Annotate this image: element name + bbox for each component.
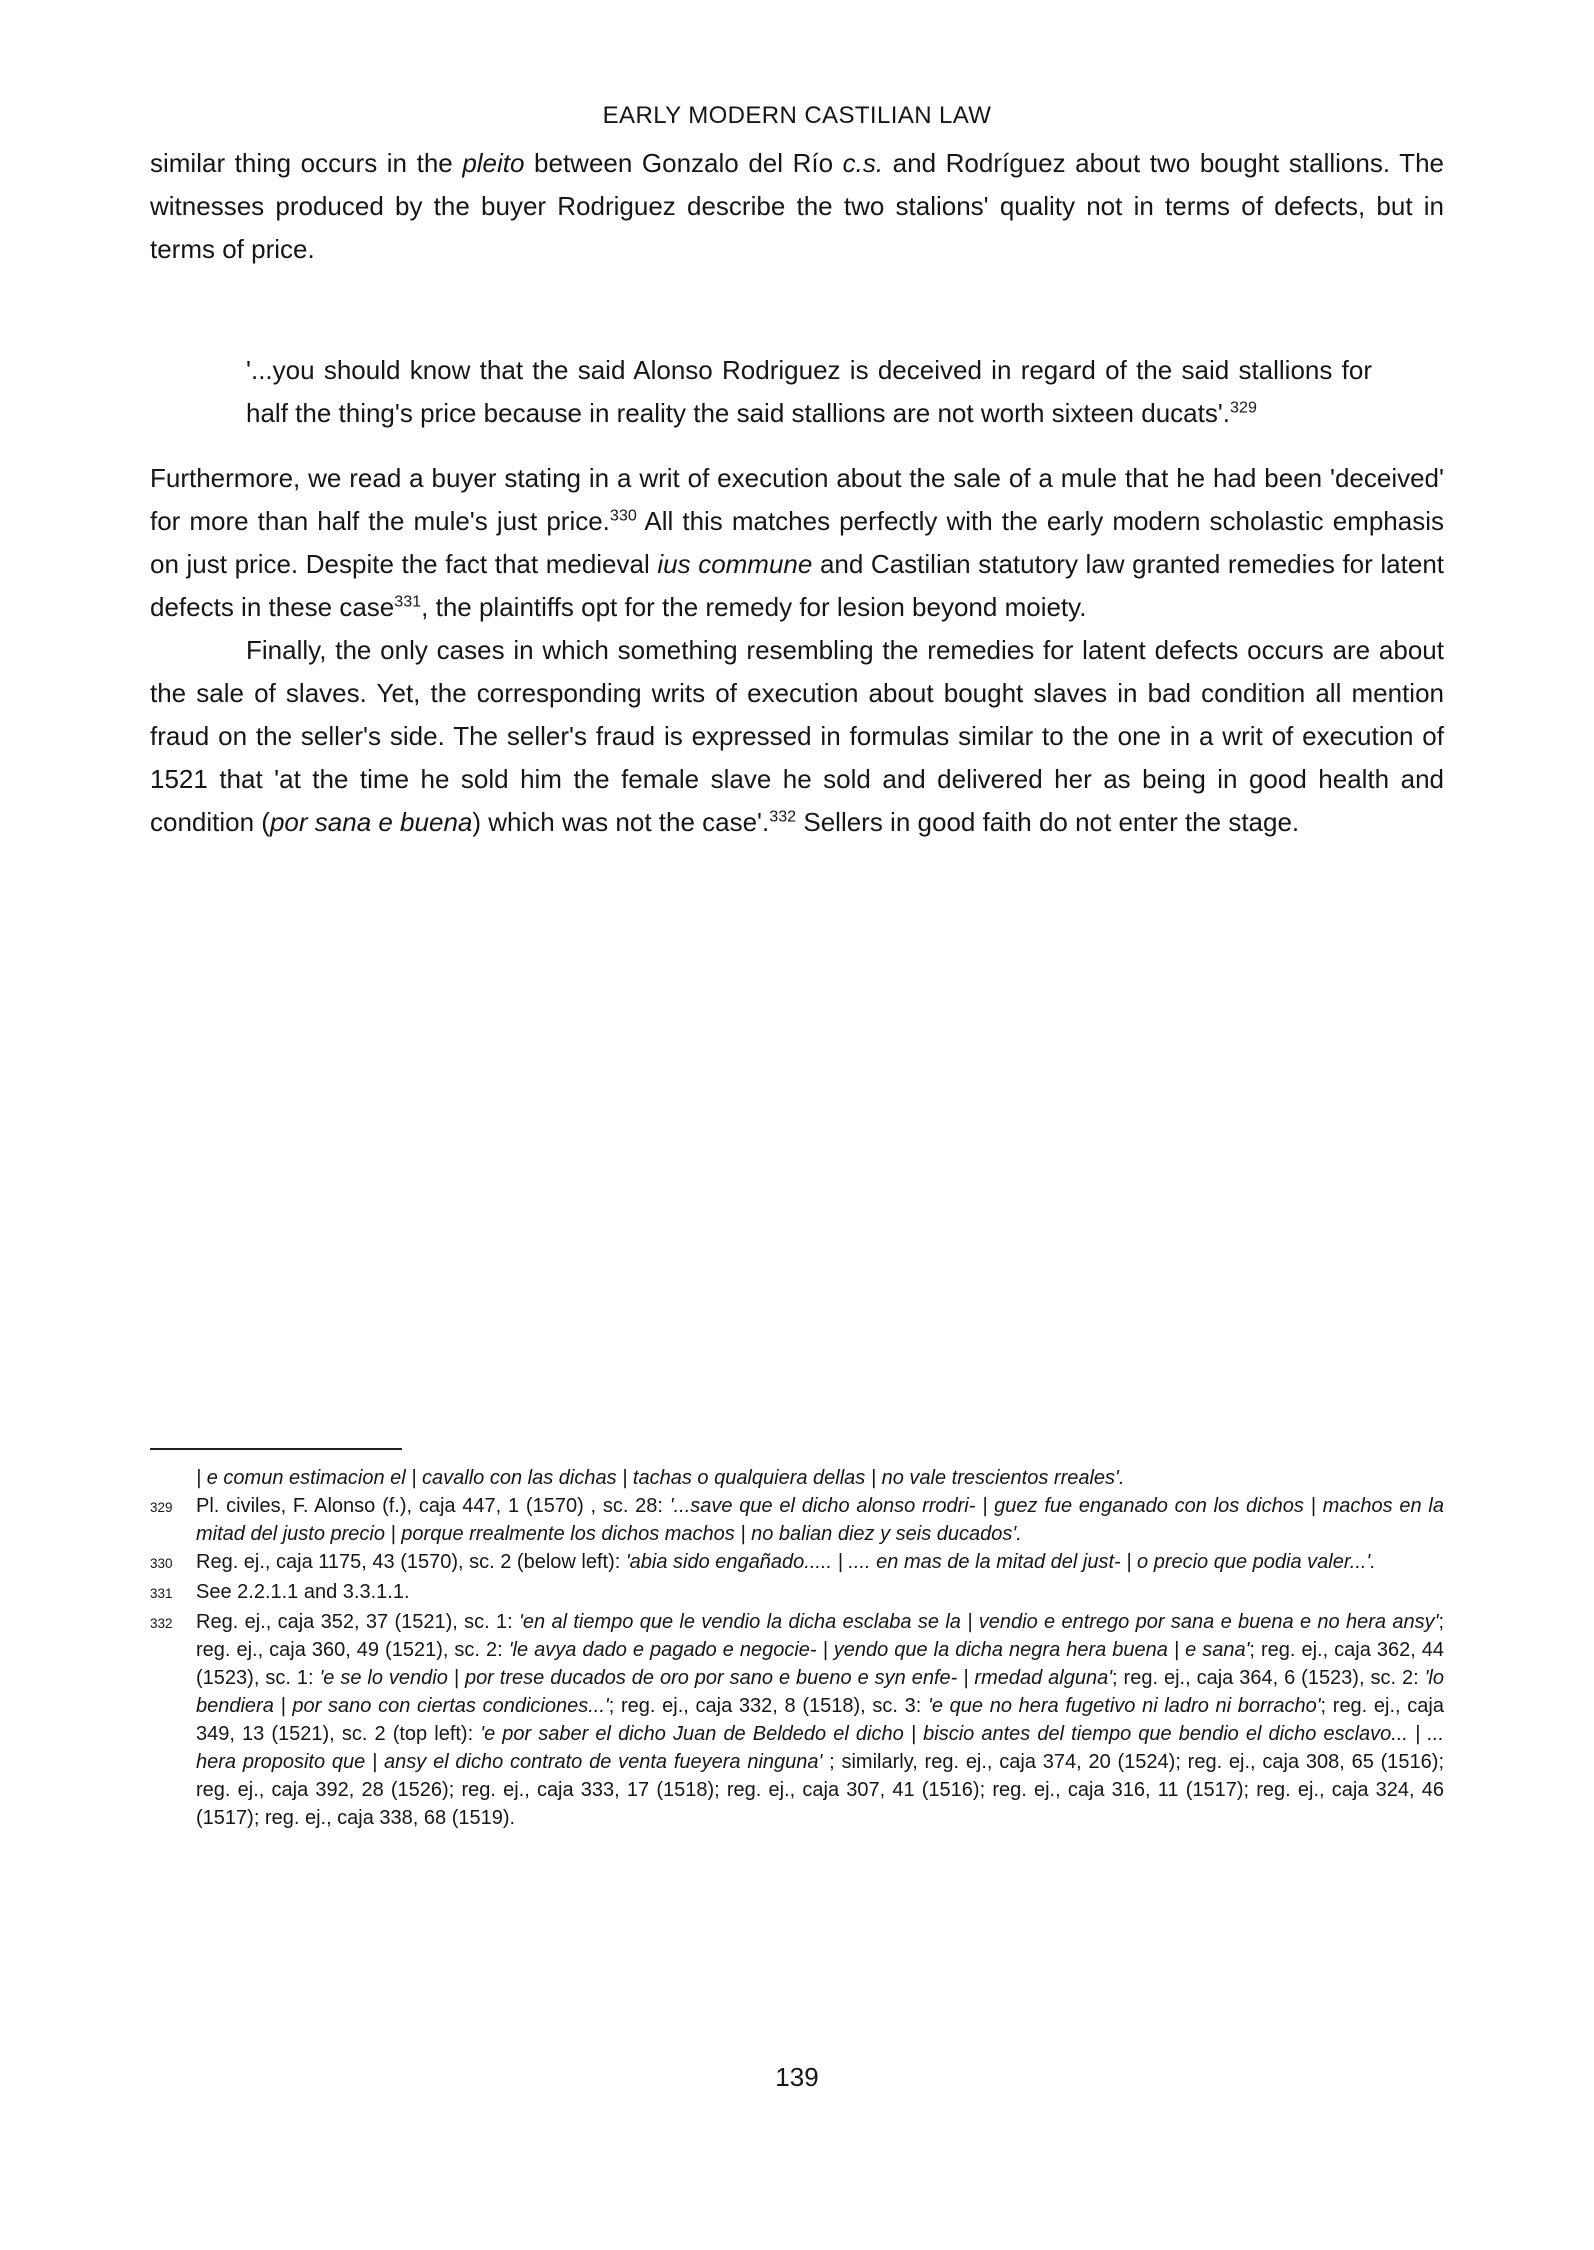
footnote-number: 329 — [150, 1500, 173, 1515]
footnote-number: 332 — [150, 1616, 173, 1631]
footnote-number: 330 — [150, 1556, 173, 1571]
page-number: 139 — [775, 2062, 819, 2092]
page-body — [150, 142, 1444, 844]
paragraph-3: Finally, the only cases in which something resembling the remedies for latent defects occurs are about the sale of slaves. Yet, the corresponding writs of execution about bought slaves in bad condition all mention fraud on the seller's side. The seller's fraud is expressed in formulas similar to the one in a writ of execution of 1521 that 'at the time he sold him the female slave he sold and delivered her as being in good health and condition (por sana e buena) which was not the case'.$^{332}$ Sellers in good faith do not enter the stage. — [150, 635, 1444, 837]
running-header: EARLY MODERN CASTILIAN LAW — [602, 102, 992, 129]
footnote-item — [150, 1578, 1444, 1608]
paragraph-2: Furthermore, we read a buyer stating in a writ of execution about the sale of a mule that he had been 'deceived' for more than half the mule's just price.$^{330}$ All this matches perfectly with the early modern scholastic emphasis on just price. Despite the fact that medieval ius commune and Castilian statutory law granted remedies for latent defects in these case$^{331}$, the plaintiffs opt for the remedy for lesion beyond moiety. — [150, 463, 1444, 622]
footnote-divider — [150, 1448, 402, 1450]
footnote-item — [150, 1548, 1444, 1578]
block-quote: '...you should know that the said Alonso Rodriguez is deceived in regard of the said stallions for half the thing's price because in reality the said stallions are not worth sixteen ducats'.$^{329}$ — [246, 355, 1372, 428]
footnotes-section — [150, 1448, 1444, 1832]
footnote-text: | e comun estimacion el | cavallo con las dichas | tachas o qualquiera dellas | no vale trescientos rreales'. — [196, 1467, 1125, 1489]
footnote-text: See 2.2.1.1 and 3.3.1.1. — [196, 1581, 410, 1603]
footnote-text: Reg. ej., caja 352, 37 (1521), sc. 1: 'en al tiempo que le vendio la dicha esclaba se la | vendio e entrego por sana e buena e no hera ansy'; reg. ej., caja 360, 49 (1521), sc. 2: 'le avya dado e pagado e negocie- | yendo que la dicha negra hera buena | e sana'; reg. ej., caja 362, 44 (1523), sc. 1: 'e se lo vendio | por trese ducados de oro por sano e bueno e syn enfe- | rmedad alguna'; reg. ej., caja 364, 6 (1523), sc. 2: 'lo bendiera | por sano con ciertas condiciones...'; reg. ej., caja 332, 8 (1518), sc. 3: 'e que no hera fugetivo ni ladro ni borracho'; reg. ej., caja 349, 13 (1521), sc. 2 (top left): 'e por saber el dicho Juan de Beldedo el dicho | biscio antes del tiempo que bendio el dicho esclavo... | ... hera proposito que | ansy el dicho contrato de venta fueyera ninguna' ; similarly, reg. ej., caja 374, 20 (1524); reg. ej., caja 308, 65 (1516); reg. ej., caja 392, 28 (1526); reg. ej., caja 333, 17 (1518); reg. ej., caja 307, 41 (1516); reg. ej., caja 316, 11 (1517); reg. ej., caja 324, 46 (1517); reg. ej., caja 338, 68 (1519). — [196, 1611, 1445, 1829]
footnote-continuation — [150, 1464, 1444, 1492]
footnote-number — [150, 1464, 196, 1492]
footnote-text: Pl. civiles, F. Alonso (f.), caja 447, 1 (1570) , sc. 28: '...save que el dicho alonso rrodri- | guez fue enganado con los dichos | machos en la mitad del justo precio | porque rrealmente los dichos machos | no balian diez y seis ducados'. — [196, 1495, 1444, 1545]
footnote-number: 331 — [150, 1586, 173, 1601]
paragraph-1: similar thing occurs in the pleito between Gonzalo del Río c.s. and Rodríguez about two bought stallions. The witnesses produced by the buyer Rodriguez describe the two stalions' quality not in terms of defects, but in terms of price. — [150, 148, 1444, 264]
footnote-item — [150, 1492, 1444, 1548]
footnote-text: Reg. ej., caja 1175, 43 (1570), sc. 2 (below left): 'abia sido engañado..... | .... en mas de la mitad del just- | o precio que podia valer...'. — [196, 1551, 1376, 1573]
footnote-item — [150, 1608, 1444, 1832]
